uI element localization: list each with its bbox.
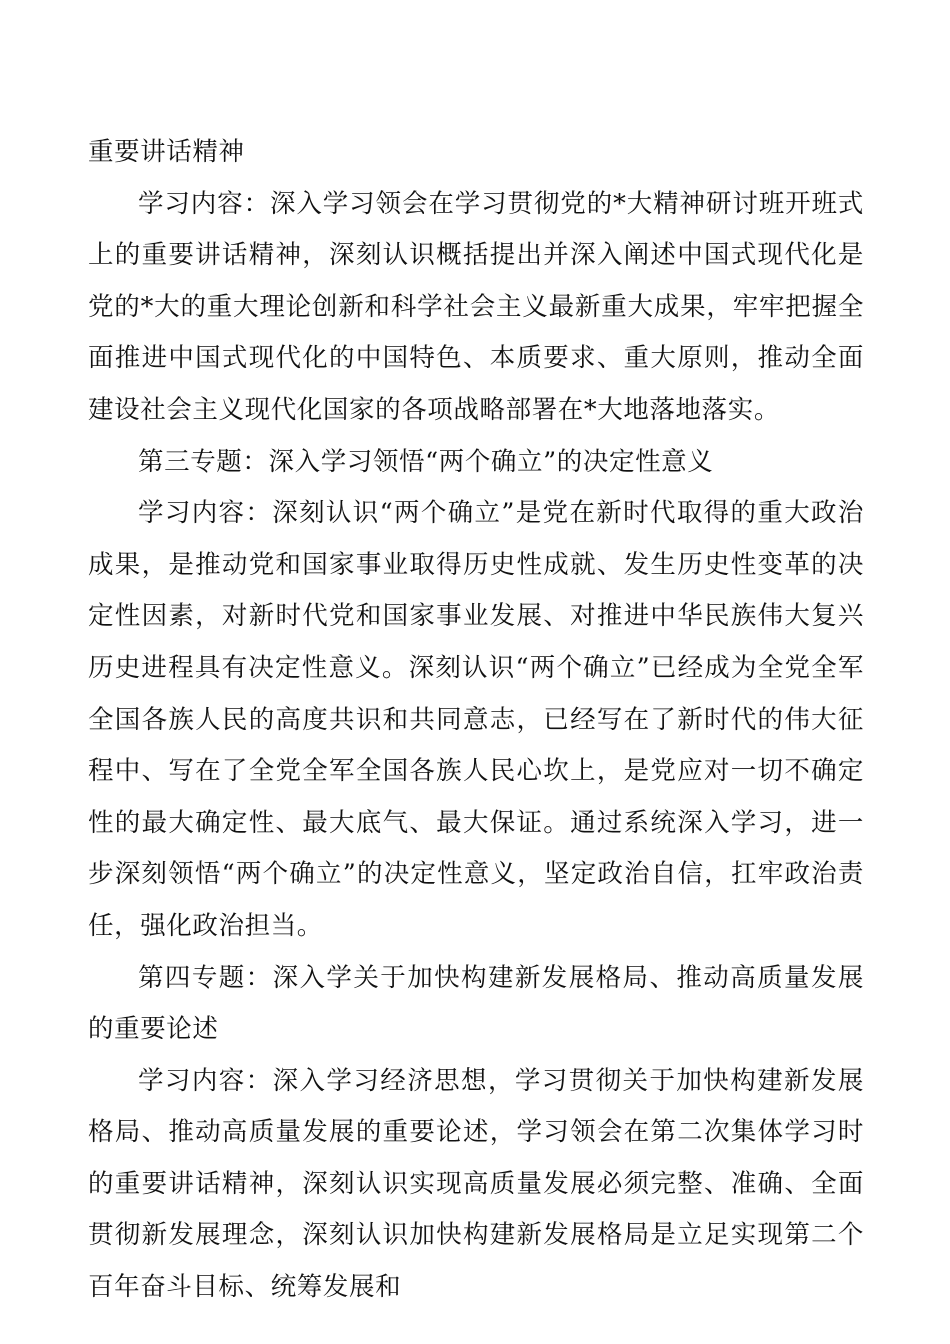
document-body <box>88 127 864 1314</box>
section-heading-topic-3: 第三专题：深入学习领悟“两个确立”的决定性意义 <box>138 446 714 477</box>
section-heading-topic-4: 第四专题：深入学关于加快构建新发展格局、推动高质量发展的重要论述 <box>88 962 864 1045</box>
paragraph-study-content-3: 学习内容：深刻认识“两个确立”是党在新时代取得的重大政治成果，是推动党和国家事业取得历史性成就、发生历史性变革的决定性因素，对新时代党和国家事业发展、对推进中华民族伟大复兴历史进程具有决定性意义。深刻认识“两个确立”已经成为全党全军全国各族人民的高度共识和共同意志，已经写在了新时代的伟大征程中、写在了全党全军全国各族人民心坎上，是党应对一切不确定性的最大确定性、最大底气、最大保证。通过系统深入学习，进一步深刻领悟“两个确立”的决定性意义，坚定政治自信，扛牢政治责任，强化政治担当。 <box>88 498 864 941</box>
paragraph-study-content-4: 学习内容：深入学习经济思想，学习贯彻关于加快构建新发展格局、推动高质量发展的重要论述，学习领会在第二次集体学习时的重要讲话精神，深刻认识实现高质量发展必须完整、准确、全面贯彻新发展理念，深刻认识加快构建新发展格局是立足实现第二个百年奋斗目标、统筹发展和 <box>88 1065 864 1303</box>
paragraph-continuation: 重要讲话精神 <box>88 137 245 167</box>
paragraph-study-content-2: 学习内容：深入学习领会在学习贯彻党的*大精神研讨班开班式上的重要讲话精神，深刻认识概括提出并深入阐述中国式现代化是党的*大的重大理论创新和科学社会主义最新重大成果，牢牢把握全面推进中国式现代化的中国特色、本质要求、重大原则，推动全面建设社会主义现代化国家的各项战略部署在*大地落地落实。 <box>88 188 864 425</box>
